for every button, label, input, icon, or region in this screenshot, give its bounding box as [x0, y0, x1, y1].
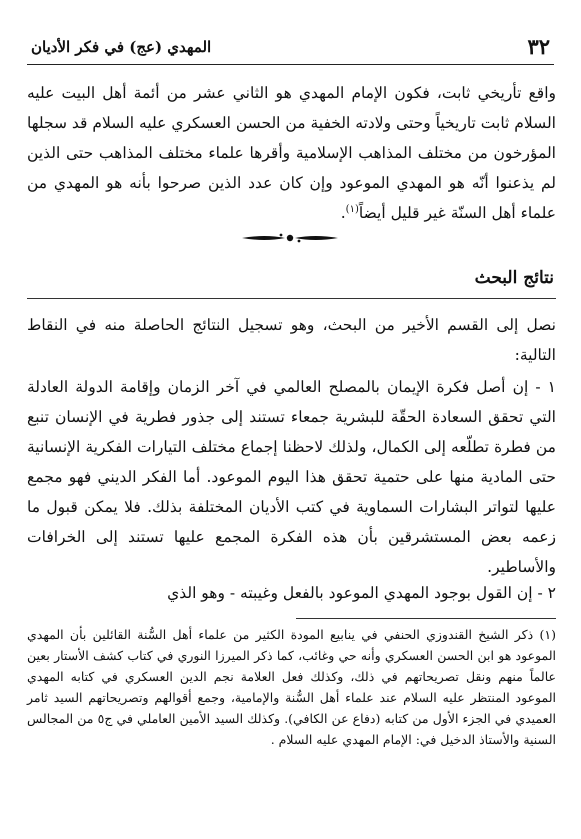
running-title: المهدي (عج) في فكر الأديان [31, 38, 212, 56]
section-heading-rule [27, 298, 556, 299]
page-number: ٣٢ [527, 34, 550, 59]
paragraph-point-1: ١ - إن أصل فكرة الإيمان بالمصلح العالمي في آخر الزمان وإقامة الدولة العادلة التي تحقق السعادة الحقّة للبشرية جمعاء تستند إلى جذور فطرية في الإنسان تنبع من فطرة تطلّعه إلى الكمال، ولذلك لاحظنا إجماع مختلف التيارات الفكرية الإنسانية حتى المادية منها على حتمية تحقق هذا اليوم الموعود. أما الفكر الديني فهو مجمع عليها لتواتر البشارات السماوية في كتب الأديان المختلفة بذلك. فلا يمكن قبول ما زعمه بعض المستشرقين بأن هذه الفكرة المجمع عليها تستند إلى الخرافات والأساطير. [27, 378, 556, 576]
paragraph-point-2: ٢ - إن القول بوجود المهدي الموعود بالفعل وغيبته - وهو الذي [167, 584, 556, 602]
paragraph-intro-end: . [340, 204, 346, 222]
section-heading: نتائج البحث [474, 268, 554, 288]
paragraph-intro-text: واقع تأريخي ثابت، فكون الإمام المهدي هو الثاني عشر من أئمة أهل البيت عليه السلام ثابت تاريخياً وحتى ولادته الخفية من الحسن العسكري عليه السلام قد سجلها المؤرخون من مختلف المذاهب الإسلامية وأقرها علماء مختلف المذاهب حتى الذين لم يذعنوا أنّه هو المهدي الموعود وإن كان عدد الذين صرحوا بأنه هو المهدي من علماء أهل السنّة غير قليل أيضاً [27, 84, 556, 222]
footnote: (١) ذكر الشيخ القندوزي الحنفي في ينابيع المودة الكثير من علماء أهل السُّنة القائلين بأن المهدي الموعود هو ابن الحسن العسكري وأنه حي وغائب، كما ذكر الميرزا النوري في كتاب كشف الأستار بعين عالماً منهم ونقل تصريحاتهم في ذلك، وكذلك فعل العلامة نجم الدين العسكري في كتابه المهدي الموعود المنتظر عليه السلام عند علماء أهل السُّنة والإمامية، وجمع أقوالهم وتصريحاتهم السيد ثامر العميدي في الجزء الأول من كتابه (دفاع عن الكافي). وكذلك السيد الأمين العاملي في ج٥ من المجالس السنية والأستاذ الدخيل في: الإمام المهدي عليه السلام . [27, 627, 556, 747]
footnote-reference[interactable]: (١) [345, 203, 359, 215]
paragraph-results-intro: نصل إلى القسم الأخير من البحث، وهو تسجيل النتائج الحاصلة منه في النقاط التالية: [27, 316, 556, 364]
footnote-separator [296, 618, 556, 619]
section-divider-ornament [240, 231, 340, 245]
paragraph-intro [27, 78, 556, 228]
page-header [27, 30, 554, 65]
